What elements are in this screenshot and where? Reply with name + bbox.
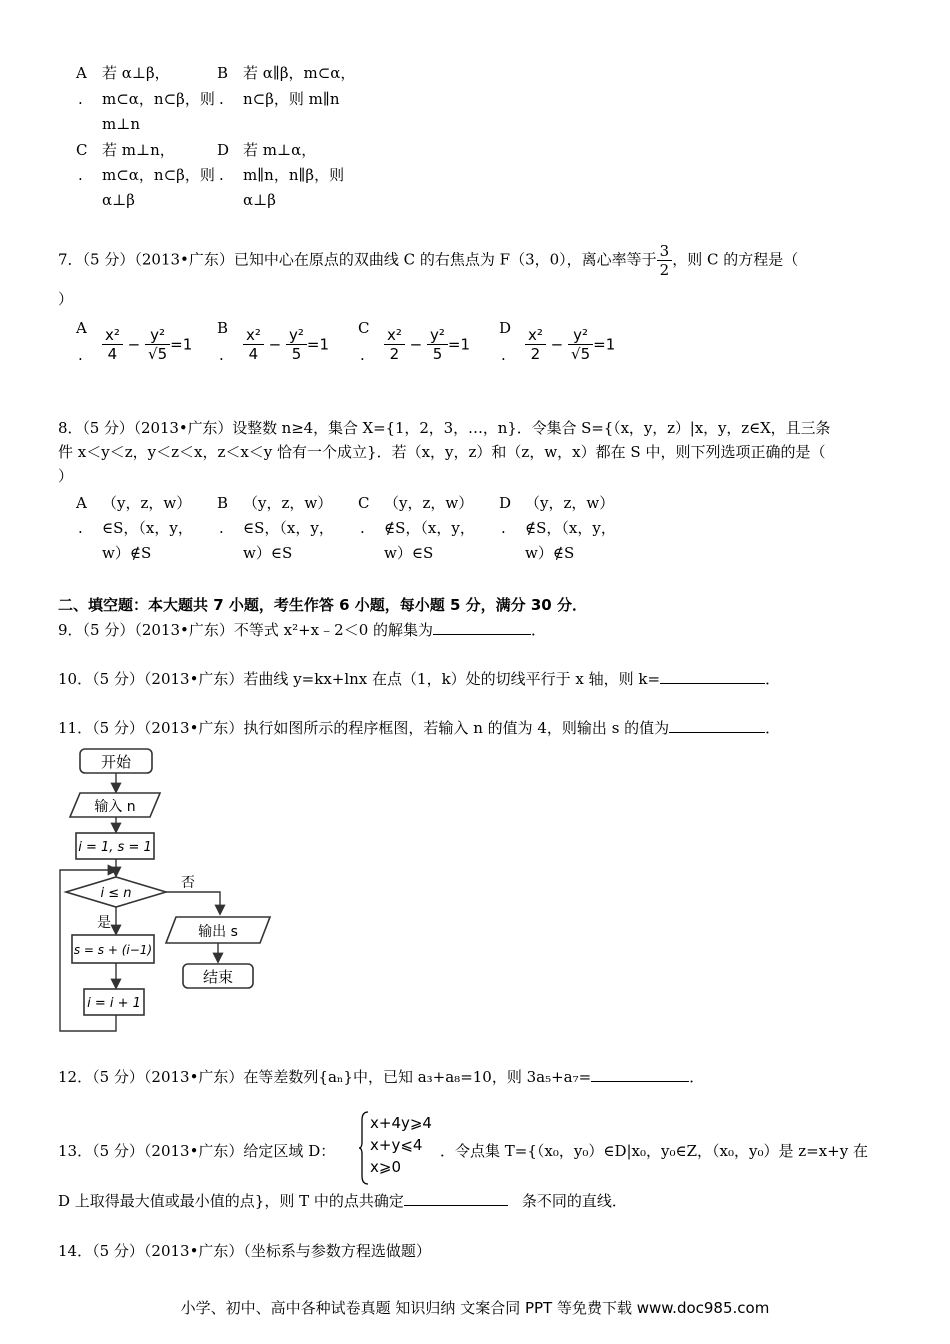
q6-c-line1: 若 m⊥n， <box>102 141 175 159</box>
q7-c-d1: 2 <box>389 345 400 363</box>
q7-c-n1: x² <box>384 326 405 345</box>
q9-answer-blank[interactable] <box>433 620 531 635</box>
q12 <box>58 1067 704 1087</box>
q8-c-dot: . <box>360 519 365 537</box>
section-2-heading: 二、填空题：本大题共 7 小题，考生作答 6 小题，每小题 5 分，满分 30 分． <box>58 596 587 614</box>
q8-b-line3: w）∈S <box>243 544 293 562</box>
q7-d-d2: √5 <box>571 345 591 363</box>
q9-end: ． <box>531 621 547 639</box>
q8-b-letter: B <box>217 494 229 512</box>
q7-c-d2: 5 <box>432 345 443 363</box>
q12-answer-blank[interactable] <box>591 1067 689 1082</box>
q7-a-eq: =1 <box>170 335 193 354</box>
q7-c-letter: C <box>358 319 370 337</box>
q6-b-dot: . <box>219 90 224 108</box>
q7-stem-tail: ，则 C 的方程是（ <box>672 250 799 269</box>
q7-d-n1: x² <box>525 326 546 345</box>
q7-c-eq: =1 <box>447 335 471 354</box>
flow-init-label: i = 1, s = 1 <box>78 840 152 855</box>
q6-d-line2: m∥n，n∥β，则 <box>243 166 345 184</box>
page-footer: 小学、初中、高中各种试卷真题 知识归纳 文案合同 PPT 等免费下载 www.doc985.com <box>180 1299 770 1317</box>
q6-a-letter: A <box>76 64 87 82</box>
q6-d-line3: α⊥β <box>243 191 276 209</box>
q7-frac-num: 3 <box>657 242 673 261</box>
q12-text: 12．（5 分）（2013•广东）在等差数列{aₙ}中，已知 a₃+a₈=10，则 3a₅+a₇= <box>58 1068 592 1086</box>
q10-answer-blank[interactable] <box>660 669 765 684</box>
q7-d-dot: . <box>501 346 506 364</box>
q7-b-d2: 5 <box>291 345 302 363</box>
flow-no-label: 否 <box>181 875 195 891</box>
q6-c-dot: . <box>78 166 83 184</box>
flow-start-label: 开始 <box>100 753 132 771</box>
q9-text: 9．（5 分）（2013•广东）不等式 x²+x﹣2＜0 的解集为 <box>58 621 434 639</box>
q7-d-formula: $\frac{\text{x²}}{2}$ − $\frac{\text{y²}}{√5}$ =1 <box>525 326 615 363</box>
q7-a-d2: √5 <box>148 345 168 363</box>
q6-a-line3: m⊥n <box>102 115 140 133</box>
q11-text: 11．（5 分）（2013•广东）执行如图所示的程序框图，若输入 n 的值为 4，则输出 s 的值为 <box>58 719 670 737</box>
flow-step1-label: s = s + (i−1) <box>73 943 153 957</box>
q13-line2-end: 条不同的直线． <box>521 1192 627 1210</box>
q8-a-letter: A <box>76 494 87 512</box>
q6-a-dot: . <box>78 90 83 108</box>
q8-d-dot: . <box>501 519 506 537</box>
flow-output-label: 输出 s <box>198 924 238 940</box>
q8-a-dot: . <box>78 519 83 537</box>
flow-end-label: 结束 <box>202 968 234 986</box>
q7-b-dot: . <box>219 346 224 364</box>
q13-answer-blank[interactable] <box>404 1191 508 1206</box>
q7-c-formula: $\frac{\text{x²}}{2}$ − $\frac{\text{y²}}{5}$ =1 <box>384 326 470 363</box>
q7-stem <box>58 242 798 279</box>
q8-a-line2: ∈S，（x，y， <box>102 519 193 537</box>
q6-b-line2: n⊂β，则 m∥n <box>243 90 340 108</box>
q6-d-line1: 若 m⊥α， <box>243 141 317 159</box>
q7-b-d1: 4 <box>248 345 259 363</box>
q13-line2-text: D 上取得最大值或最小值的点}，则 T 中的点共确定 <box>58 1192 404 1210</box>
q7-a-n1: x² <box>102 326 123 345</box>
q14: 14．（5 分）（2013•广东）（坐标系与参数方程选做题） <box>58 1242 431 1260</box>
q10-text: 10．（5 分）（2013•广东）若曲线 y=kx+lnx 在点（1，k）处的切线平行于 x 轴，则 k= <box>58 670 661 688</box>
q7-eccentricity-fraction <box>657 242 673 279</box>
q11-answer-blank[interactable] <box>669 718 765 733</box>
q13-constraint-1: x+4y⩾4 <box>370 1114 432 1132</box>
q11-flowchart <box>56 745 276 1037</box>
q6-c-line2: m⊂α，n⊂β，则 <box>102 166 215 184</box>
q7-b-eq: =1 <box>306 335 330 354</box>
q11-end: ． <box>765 719 781 737</box>
q6-c-letter: C <box>76 141 88 159</box>
q8-line2: 件 x＜y＜z，y＜z＜x，z＜x＜y 恰有一个成立}．若（x，y，z）和（z，w，x）都在 S 中，则下列选项正确的是（ <box>58 443 826 461</box>
q10-end: ． <box>765 670 781 688</box>
q13-constraint-3: x⩾0 <box>370 1158 401 1176</box>
flow-input-label: 输入 n <box>94 799 136 815</box>
q7-b-n1: x² <box>243 326 264 345</box>
q8-b-dot: . <box>219 519 224 537</box>
q13-mid: ．令点集 T={（x₀，y₀）∈D|x₀，y₀∈Z，（x₀，y₀）是 z=x+y 在 <box>440 1142 868 1160</box>
q7-a-n2: y² <box>145 326 170 345</box>
q13-brace <box>359 1110 369 1186</box>
q8-b-line2: ∈S，（x，y， <box>243 519 334 537</box>
q11 <box>58 718 780 738</box>
q8-c-line3: w）∈S <box>384 544 434 562</box>
q13-prefix: 13．（5 分）（2013•广东）给定区域 D： <box>58 1142 336 1160</box>
q10 <box>58 669 780 689</box>
q13-constraints <box>370 1112 432 1178</box>
q8-c-line2: ∉S，（x，y， <box>384 519 475 537</box>
flow-yes-label: 是 <box>97 915 111 931</box>
q7-a-d1: 4 <box>107 345 118 363</box>
q7-d-n2: y² <box>568 326 593 345</box>
q6-b-letter: B <box>217 64 229 82</box>
q8-b-line1: （y，z，w） <box>243 494 333 512</box>
q7-a-dot: . <box>78 346 83 364</box>
q7-b-formula: $\frac{\text{x²}}{4}$ − $\frac{\text{y²}}{5}$ =1 <box>243 326 329 363</box>
q8-d-line2: ∉S，（x，y， <box>525 519 616 537</box>
q7-close: ） <box>58 290 74 308</box>
q7-stem-text: 7．（5 分）（2013•广东）已知中心在原点的双曲线 C 的右焦点为 F（3，0），离心率等于 <box>58 250 657 269</box>
q6-a-line2: m⊂α，n⊂β，则 <box>102 90 215 108</box>
q8-close: ） <box>58 467 74 485</box>
q7-a-formula: $\frac{\text{x²}}{4}$ − $\frac{\text{y²}}{√5}$ =1 <box>102 326 192 363</box>
q8-a-line1: （y，z，w） <box>102 494 192 512</box>
q8-a-line3: w）∉S <box>102 544 152 562</box>
q6-d-letter: D <box>217 141 230 159</box>
q7-b-n2: y² <box>286 326 307 345</box>
q6-c-line3: α⊥β <box>102 191 135 209</box>
q8-c-letter: C <box>358 494 370 512</box>
q7-d-eq: =1 <box>593 335 616 354</box>
q8-d-line1: （y，z，w） <box>525 494 615 512</box>
q7-d-letter: D <box>499 319 512 337</box>
q12-end: ． <box>689 1068 705 1086</box>
q8-c-line1: （y，z，w） <box>384 494 474 512</box>
q6-b-line1: 若 α∥β，m⊂α， <box>243 64 356 82</box>
q7-b-letter: B <box>217 319 229 337</box>
q7-c-dot: . <box>360 346 365 364</box>
q9 <box>58 620 546 640</box>
q7-d-d1: 2 <box>530 345 541 363</box>
q8-d-letter: D <box>499 494 512 512</box>
q8-line1: 8．（5 分）（2013•广东）设整数 n≥4，集合 X={1，2，3，…，n}．令集合 S={（x，y，z）|x，y，z∈X，且三条 <box>58 419 831 437</box>
q7-c-n2: y² <box>427 326 448 345</box>
q6-d-dot: . <box>219 166 224 184</box>
q7-a-letter: A <box>76 319 87 337</box>
flow-condition-label: i ≤ n <box>100 886 132 901</box>
q6-a-line1: 若 α⊥β， <box>102 64 170 82</box>
flow-step2-label: i = i + 1 <box>87 996 141 1011</box>
q13-constraint-2: x+y⩽4 <box>370 1136 423 1154</box>
q8-d-line3: w）∉S <box>525 544 575 562</box>
q7-frac-den: 2 <box>659 261 670 279</box>
q13-line2 <box>58 1191 627 1211</box>
